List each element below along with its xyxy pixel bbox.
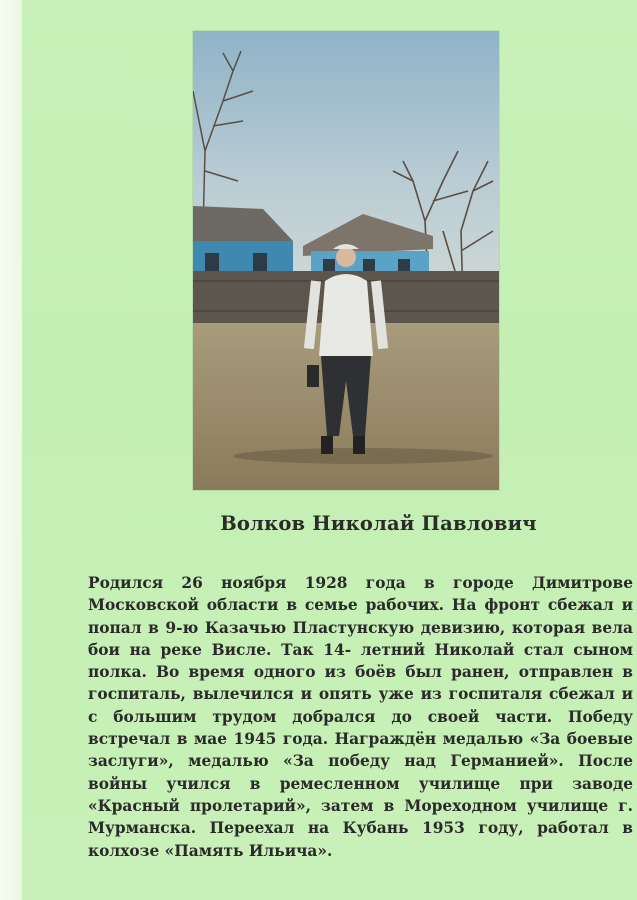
bio-line: попал в 9-ю Казачью Пластунскую девизию, которая вела bbox=[88, 618, 633, 637]
bio-line: «Красный пролетарий», затем в Мореходном училище г. bbox=[88, 796, 633, 815]
biography-text bbox=[88, 572, 633, 862]
bio-line: полка. Во время одного из боёв был ранен, отправлен в bbox=[88, 663, 633, 682]
bio-line: Родился 26 ноября 1928 года в городе Димитрове bbox=[88, 574, 633, 592]
portrait-photo bbox=[193, 31, 499, 490]
bio-line: войны учился в ремесленном училище при заводе bbox=[88, 774, 633, 793]
bio-line: колхозе «Память Ильича». bbox=[88, 841, 333, 860]
bio-line: заслуги», медалью «За победу над Германией». После bbox=[88, 752, 633, 771]
bio-line: Московской области в семье рабочих. На фронт сбежал и bbox=[88, 596, 633, 615]
scan-margin bbox=[0, 0, 22, 900]
bio-line: с большим трудом добрался до своей части. Победу bbox=[88, 707, 633, 726]
person-name: Волков Николай Павлович bbox=[220, 512, 537, 535]
bio-line: Мурманска. Переехал на Кубань 1953 году, работал в bbox=[88, 819, 633, 838]
bio-line: встречал в мае 1945 года. Награждён медалью «За боевые bbox=[88, 730, 633, 749]
bio-line: госпиталь, вылечился и опять уже из госпиталя сбежал и bbox=[88, 685, 633, 704]
bio-line: бои на реке Висле. Так 14- летний Николай стал сыном bbox=[88, 640, 633, 659]
